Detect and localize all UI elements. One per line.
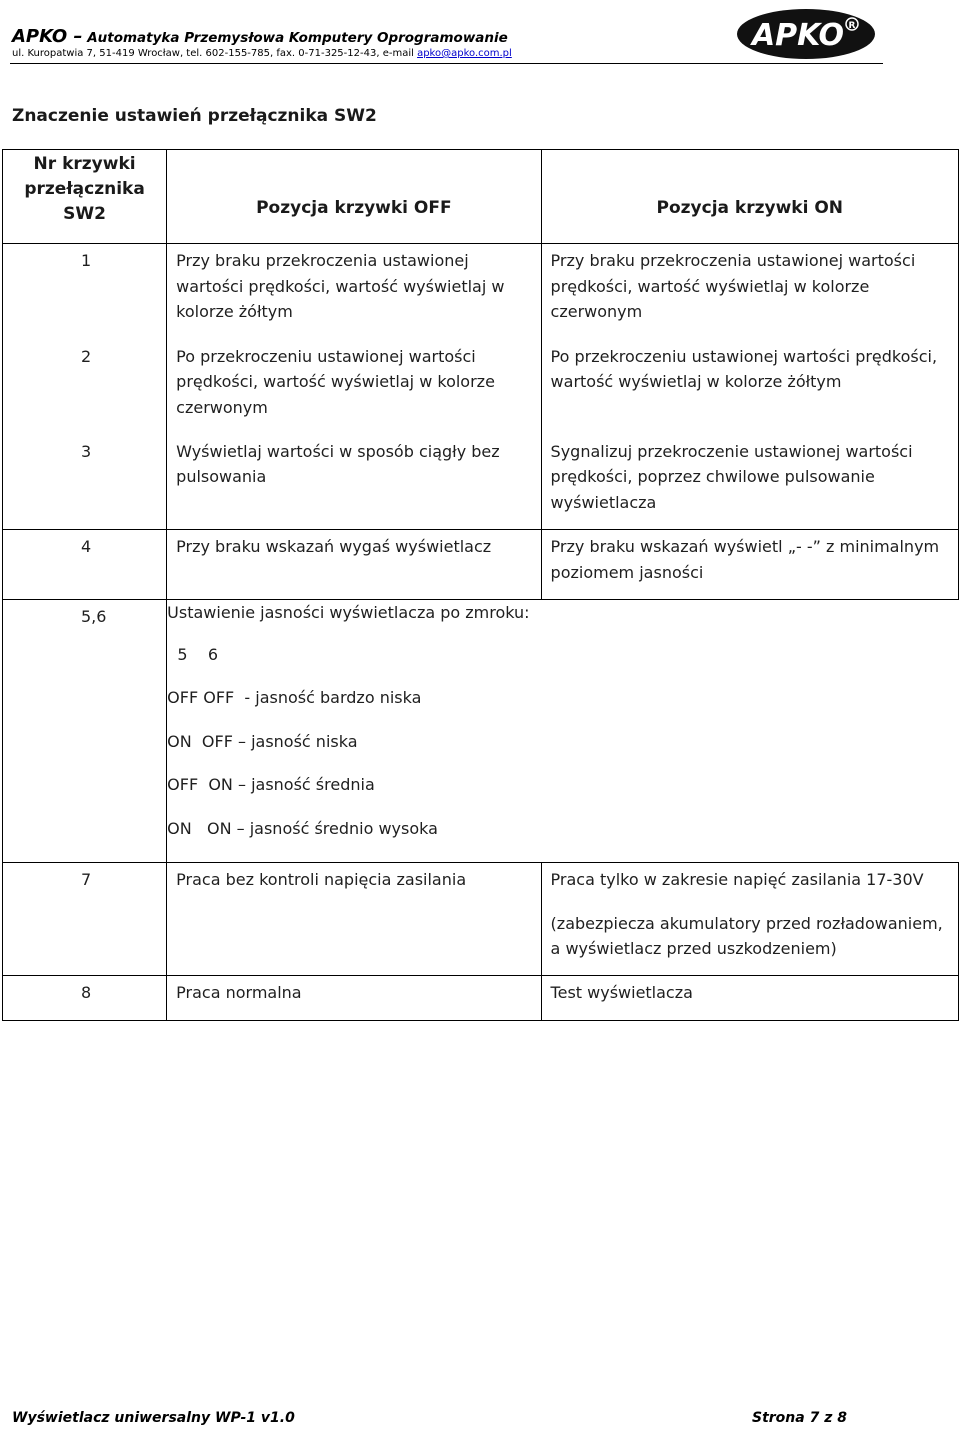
email-link[interactable]: apko@apko.com.pl: [417, 48, 512, 59]
on-description-main: Praca tylko w zakresie napięć zasilania 17-30V: [550, 870, 924, 889]
on-description: Przy braku przekroczenia ustawionej wartości prędkości, wartość wyświetlaj w kolorze czerwonym: [541, 244, 958, 340]
on-description-note: (zabezpiecza akumulatory przed rozładowaniem, a wyświetlacz przed uszkodzeniem): [550, 913, 943, 958]
address-text: ul. Kuropatwia 7, 51-419 Wrocław, tel. 602-155-785, fax. 0-71-325-12-43, e-mail: [12, 48, 418, 59]
row-number: 5,6: [3, 600, 167, 863]
off-description: Praca normalna: [167, 976, 541, 1021]
off-description: Praca bez kontroli napięcia zasilania: [167, 863, 541, 976]
on-description: Test wyświetlacza: [541, 976, 958, 1021]
row-number: 4: [3, 530, 167, 600]
table-row-brightness: [3, 600, 959, 863]
brightness-intro: Ustawienie jasności wyświetlacza po zmroku:: [167, 603, 530, 622]
registered-mark: R: [848, 21, 856, 31]
row-number: 2: [3, 340, 167, 435]
row-number: 3: [3, 435, 167, 530]
table-row: [3, 244, 959, 340]
on-description: Sygnalizuj przekroczenie ustawionej wartości prędkości, poprzez chwilowe pulsowanie wyświetlacza: [541, 435, 958, 530]
off-description: Przy braku przekroczenia ustawionej wartości prędkości, wartość wyświetlaj w kolorze żółtym: [167, 244, 541, 340]
header-on-position: Pozycja krzywki ON: [541, 150, 958, 244]
footer-page-number: Strona 7 z 8: [752, 1410, 847, 1426]
brightness-option: ON ON – jasność średnio wysoka: [167, 818, 438, 838]
on-description: Przy braku wskazań wyświetl „- -” z minimalnym poziomem jasności: [541, 530, 958, 600]
logo-text: APKO: [751, 18, 845, 53]
table-row: [3, 340, 959, 435]
brightness-option: OFF OFF - jasność bardzo niska: [167, 688, 422, 707]
off-description: Po przekroczeniu ustawionej wartości prędkości, wartość wyświetlaj w kolorze czerwonym: [167, 340, 541, 435]
brightness-settings: [167, 600, 959, 863]
sw2-settings-table: [2, 149, 959, 1021]
brightness-option: 5 6: [167, 644, 219, 664]
footer-document-title: Wyświetlacz uniwersalny WP-1 v1.0: [12, 1410, 295, 1426]
company-name: Automatyka Przemysłowa Komputery Oprogramowanie: [82, 30, 508, 46]
company-header: [12, 26, 508, 49]
on-description: Po przekroczeniu ustawionej wartości prędkości, wartość wyświetlaj w kolorze żółtym: [541, 340, 958, 435]
table-row: [3, 863, 959, 976]
brightness-option: ON OFF – jasność niska: [167, 731, 358, 751]
brightness-option: OFF ON – jasność średnia: [167, 775, 375, 794]
brand-name: APKO –: [12, 26, 83, 47]
table-row: [3, 435, 959, 530]
section-title: Znaczenie ustawień przełącznika SW2: [12, 106, 377, 126]
company-address: [12, 48, 512, 60]
row-number: 8: [3, 976, 167, 1021]
apko-logo: [736, 8, 876, 60]
table-header-row: [3, 150, 959, 244]
table-row: [3, 976, 959, 1021]
header-switch-number: Nr krzywki przełącznika SW2: [3, 150, 167, 244]
on-description: [541, 863, 958, 976]
table-row: [3, 530, 959, 600]
header-divider: [10, 63, 883, 64]
row-number: 1: [3, 244, 167, 340]
row-number: 7: [3, 863, 167, 976]
header-off-position: Pozycja krzywki OFF: [167, 150, 541, 244]
off-description: Wyświetlaj wartości w sposób ciągły bez pulsowania: [167, 435, 541, 530]
off-description: Przy braku wskazań wygaś wyświetlacz: [167, 530, 541, 600]
